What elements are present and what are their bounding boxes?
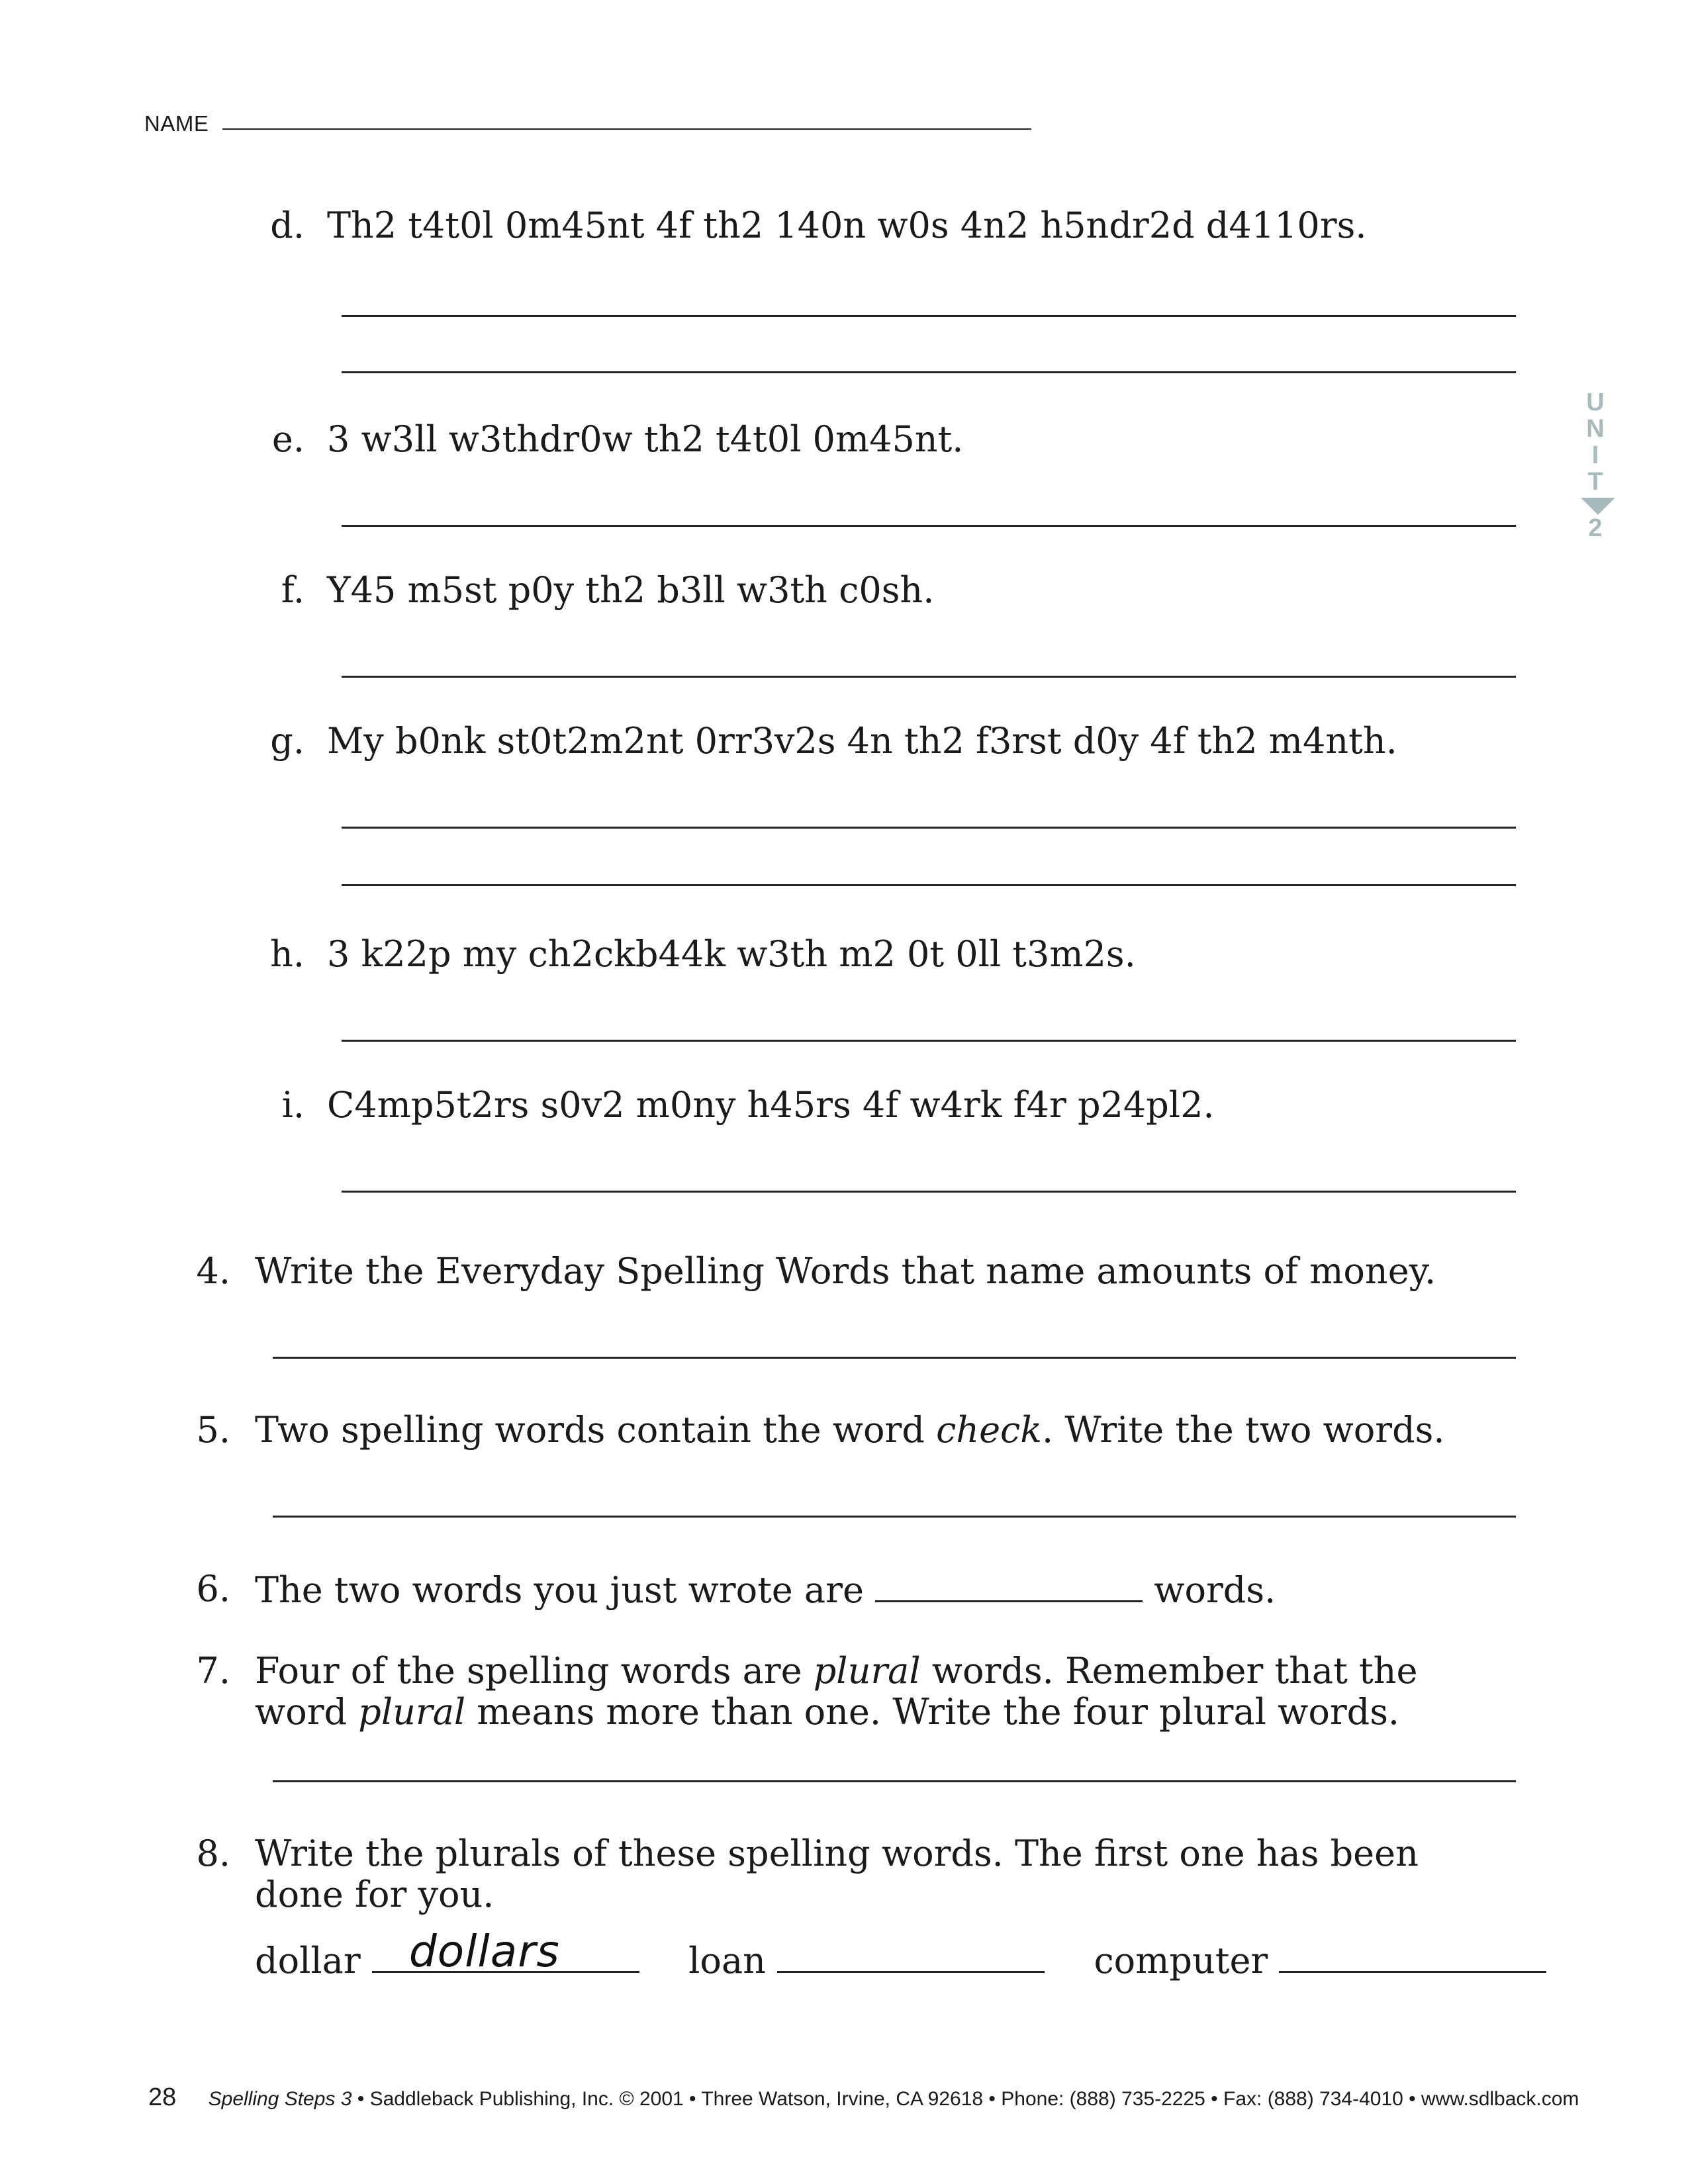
- unit-letter: T: [1587, 468, 1603, 496]
- answer-line[interactable]: [342, 827, 1516, 829]
- sentence-text: My b0nk st0t2m2nt 0rr3v2s 4n th2 f3rst d0y 4f th2 m4nth.: [327, 720, 1397, 762]
- unit-number: 2: [1588, 514, 1603, 542]
- dollar-answer-blank[interactable]: [372, 1926, 639, 1977]
- name-label: NAME: [144, 111, 209, 136]
- question-number: 7.: [196, 1650, 230, 1692]
- word-dollar: dollar: [255, 1940, 361, 1981]
- sentence-text: 3 w3ll w3thdr0w th2 t4t0l 0m45nt.: [327, 418, 964, 460]
- question-6-text: The two words you just wrote are words.: [255, 1569, 1276, 1611]
- question-4-text: Write the Everyday Spelling Words that name amounts of money.: [255, 1250, 1436, 1292]
- page-number: 28: [148, 2083, 177, 2111]
- publisher-info: • Saddleback Publishing, Inc. © 2001 • Three Watson, Irvine, CA 92618 • Phone: (888) 735-2225 • Fax: (888) 734-4010 • www.sdlback.com: [352, 2088, 1579, 2110]
- sentence-text: Y45 m5st p0y th2 b3ll w3th c0sh.: [327, 569, 935, 611]
- answer-line[interactable]: [342, 525, 1516, 527]
- question-8-line2: done for you.: [255, 1874, 494, 1915]
- sentence-text: C4mp5t2rs s0v2 m0ny h45rs 4f w4rk f4r p24pl2.: [327, 1084, 1215, 1126]
- word-computer: computer: [1094, 1940, 1268, 1981]
- unit-letter: I: [1591, 441, 1599, 469]
- answer-line[interactable]: [342, 371, 1516, 373]
- question-8-line1: Write the plurals of these spelling words. The first one has been: [255, 1833, 1419, 1874]
- unit-letter: U: [1586, 388, 1605, 416]
- unit-letter: N: [1586, 415, 1605, 443]
- question-5-text: Two spelling words contain the word check. Write the two words.: [255, 1409, 1445, 1451]
- loan-answer-blank[interactable]: [777, 1939, 1045, 1973]
- question-number: 5.: [196, 1409, 230, 1451]
- inline-answer-blank[interactable]: [875, 1569, 1143, 1602]
- unit-arrow-icon: [1581, 498, 1615, 515]
- word-loan: loan: [688, 1940, 766, 1981]
- unit-tab: [1581, 389, 1610, 541]
- sentence-label: e.: [271, 418, 305, 460]
- sentence-label: d.: [270, 205, 305, 246]
- question-7-line2: word plural means more than one. Write the four plural words.: [255, 1691, 1400, 1733]
- plural-words-row: [255, 1926, 1546, 1981]
- sentence-text: 3 k22p my ch2ckb44k w3th m2 0t 0ll t3m2s.: [327, 933, 1136, 975]
- sentence-label: i.: [281, 1084, 305, 1126]
- sentence-label: h.: [270, 933, 305, 975]
- sentence-label: f.: [281, 569, 305, 611]
- answer-line[interactable]: [342, 1191, 1516, 1193]
- answer-line[interactable]: [273, 1357, 1516, 1359]
- answer-line[interactable]: [342, 315, 1516, 317]
- sentence-label: g.: [270, 720, 305, 762]
- handwritten-answer: dollars: [408, 1926, 560, 1977]
- name-field-line[interactable]: [222, 128, 1031, 130]
- answer-line[interactable]: [342, 1040, 1516, 1042]
- question-number: 4.: [196, 1250, 230, 1292]
- computer-answer-blank[interactable]: [1279, 1939, 1546, 1973]
- book-title: Spelling Steps 3: [208, 2088, 352, 2110]
- question-7-line1: Four of the spelling words are plural words. Remember that the: [255, 1650, 1418, 1692]
- answer-line[interactable]: [342, 884, 1516, 886]
- answer-line[interactable]: [273, 1516, 1516, 1518]
- question-number: 6.: [196, 1568, 230, 1610]
- question-number: 8.: [196, 1833, 230, 1874]
- sentence-text: Th2 t4t0l 0m45nt 4f th2 140n w0s 4n2 h5ndr2d d4110rs.: [327, 205, 1367, 246]
- footer: [148, 2083, 1579, 2112]
- answer-line[interactable]: [273, 1780, 1516, 1782]
- answer-line[interactable]: [342, 676, 1516, 678]
